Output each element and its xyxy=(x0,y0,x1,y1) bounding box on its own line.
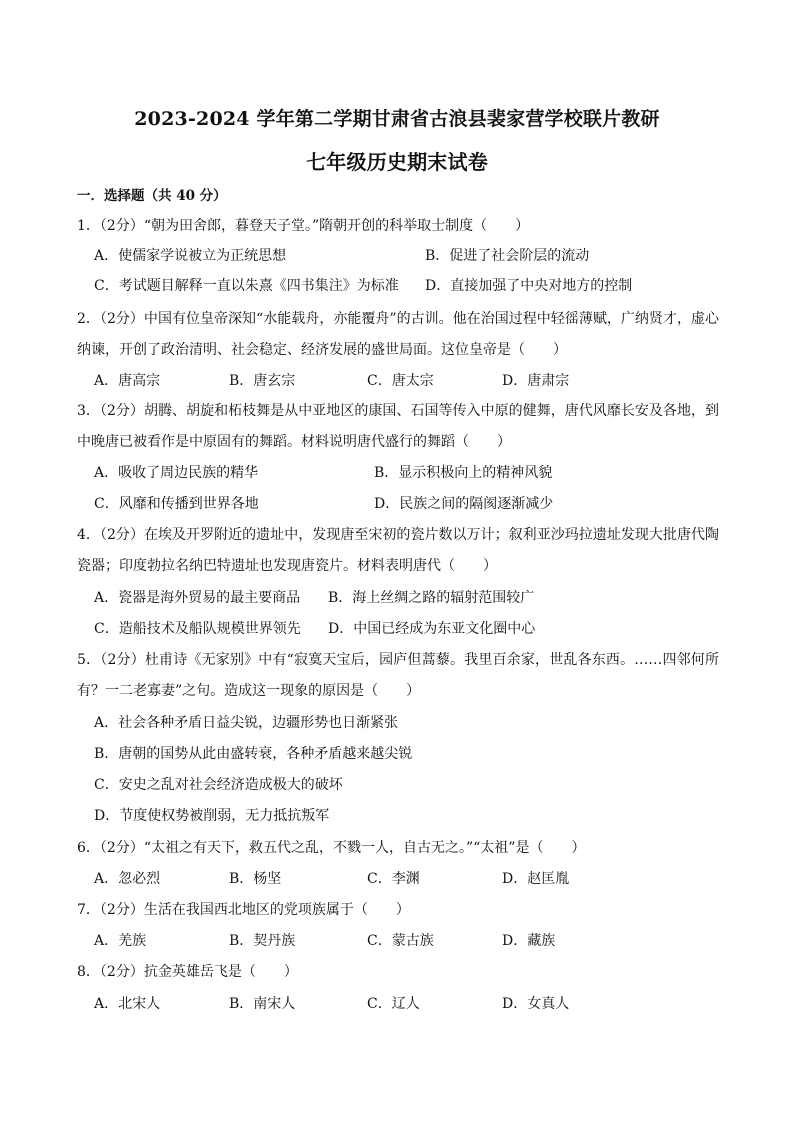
exam-title-line2: 七年级历史期末试卷 xyxy=(306,150,488,174)
question-3-option-c[interactable]: C．风靡和传播到世界各地 xyxy=(94,496,259,512)
question-6-option-b[interactable]: B．杨坚 xyxy=(229,871,282,887)
question-5-option-d[interactable]: D．节度使权势被削弱，无力抵抗叛军 xyxy=(94,808,330,824)
question-2-stem: 2．（2分）中国有位皇帝深知“水能载舟，亦能覆舟”的古训。他在治国过程中轻徭薄赋，广纳贤才，虚心纳谏，开创了政治清明、社会稳定、经济发展的盛世局面。这位皇帝是（ ） xyxy=(77,311,719,358)
question-1-option-b[interactable]: B．促进了社会阶层的流动 xyxy=(425,248,590,264)
question-1-option-d[interactable]: D．直接加强了中央对地方的控制 xyxy=(425,278,633,294)
question-7-option-b[interactable]: B．契丹族 xyxy=(229,933,296,949)
question-6 xyxy=(77,833,719,864)
question-3-option-b[interactable]: B．显示积极向上的精神风貌 xyxy=(374,465,553,481)
section-heading: 一．选择题（共 40 分） xyxy=(77,188,227,204)
question-7-option-d[interactable]: D．藏族 xyxy=(502,933,556,949)
question-5 xyxy=(77,645,719,707)
question-5-option-a[interactable]: A．社会各种矛盾日益尖锐，边疆形势也日渐紧张 xyxy=(94,715,399,731)
question-1-option-a[interactable]: A．使儒家学说被立为正统思想 xyxy=(94,248,287,264)
question-8-options-row xyxy=(0,989,794,1020)
question-2-option-c[interactable]: C．唐太宗 xyxy=(367,373,434,389)
question-3-options-row1 xyxy=(0,458,794,489)
question-3-option-a[interactable]: A．吸收了周边民族的精华 xyxy=(94,465,259,481)
question-4-option-b[interactable]: B．海上丝绸之路的辐射范围较广 xyxy=(328,590,535,606)
question-4-option-a[interactable]: A．瓷器是海外贸易的最主要商品 xyxy=(94,590,301,606)
question-1-options-row1 xyxy=(0,241,794,272)
question-2-option-b[interactable]: B．唐玄宗 xyxy=(229,373,296,389)
question-4-options-row2 xyxy=(0,614,794,645)
question-1-option-c[interactable]: C．考试题目解释一直以朱熹《四书集注》为标准 xyxy=(94,278,399,294)
question-6-stem: 6．（2分）“太祖之有天下，救五代之乱，不戮一人，自古无之。”“太祖”是（ ） xyxy=(77,840,586,856)
question-1-options-row2 xyxy=(0,271,794,302)
question-1-stem: 1．（2分）“朝为田舍郎，暮登天子堂。”隋朝开创的科举取士制度（ ） xyxy=(77,218,530,234)
question-3-option-d[interactable]: D．民族之间的隔阂逐渐减少 xyxy=(374,496,554,512)
question-8-option-a[interactable]: A．北宋人 xyxy=(94,996,161,1012)
question-2 xyxy=(77,304,719,366)
question-3-stem: 3．（2分）胡腾、胡旋和柘枝舞是从中亚地区的康国、石国等传入中原的健舞，唐代风靡长安及各地，到中晚唐已被看作是中原固有的舞蹈。材料说明唐代盛行的舞蹈（ ） xyxy=(77,403,719,450)
question-7-options-row xyxy=(0,926,794,957)
question-7-option-a[interactable]: A．羌族 xyxy=(94,933,147,949)
question-6-option-d[interactable]: D．赵匡胤 xyxy=(502,871,570,887)
question-5-option-a-row xyxy=(0,708,794,739)
question-7-option-c[interactable]: C．蒙古族 xyxy=(367,933,434,949)
question-5-option-b[interactable]: B．唐朝的国势从此由盛转衰，各种矛盾越来越尖锐 xyxy=(94,746,413,762)
question-2-option-d[interactable]: D．唐肃宗 xyxy=(502,373,570,389)
question-4-stem: 4．（2分）在埃及开罗附近的遗址中，发现唐至宋初的瓷片数以万计；叙利亚沙玛拉遗址发现大批唐代陶瓷器；印度勃拉名纳巴特遗址也发现唐瓷片。材料表明唐代（ ） xyxy=(77,527,719,574)
question-1 xyxy=(77,211,719,242)
question-8-option-c[interactable]: C．辽人 xyxy=(367,996,420,1012)
question-5-option-d-row xyxy=(0,801,794,832)
question-7-stem: 7．（2分）生活在我国西北地区的党项族属于（ ） xyxy=(77,902,410,918)
question-6-option-a[interactable]: A．忽必烈 xyxy=(94,871,161,887)
question-8-option-b[interactable]: B．南宋人 xyxy=(229,996,296,1012)
exam-title-line1: 2023-2024 学年第二学期甘肃省古浪县裴家营学校联片教研 xyxy=(134,108,660,130)
question-4-option-d[interactable]: D．中国已经成为东亚文化圈中心 xyxy=(328,621,536,637)
question-5-option-c[interactable]: C．安史之乱对社会经济造成极大的破坏 xyxy=(94,777,343,793)
question-3 xyxy=(77,396,719,458)
question-5-option-c-row xyxy=(0,770,794,801)
question-4 xyxy=(77,520,719,582)
question-8 xyxy=(77,957,719,988)
question-6-option-c[interactable]: C．李渊 xyxy=(367,871,420,887)
question-7 xyxy=(77,895,719,926)
question-6-options-row xyxy=(0,864,794,895)
question-5-stem: 5．（2分）杜甫诗《无家别》中有“寂寞天宝后，园庐但蒿藜。我里百余家，世乱各东西。……四邻何所有？一二老寡妻”之句。造成这一现象的原因是（ ） xyxy=(77,652,719,699)
question-4-options-row1 xyxy=(0,583,794,614)
question-8-stem: 8．（2分）抗金英雄岳飞是（ ） xyxy=(77,964,298,980)
question-2-option-a[interactable]: A．唐高宗 xyxy=(94,373,161,389)
question-3-options-row2 xyxy=(0,489,794,520)
question-8-option-d[interactable]: D．女真人 xyxy=(502,996,570,1012)
question-5-option-b-row xyxy=(0,739,794,770)
question-2-options-row xyxy=(0,366,794,397)
question-4-option-c[interactable]: C．造船技术及船队规模世界领先 xyxy=(94,621,301,637)
